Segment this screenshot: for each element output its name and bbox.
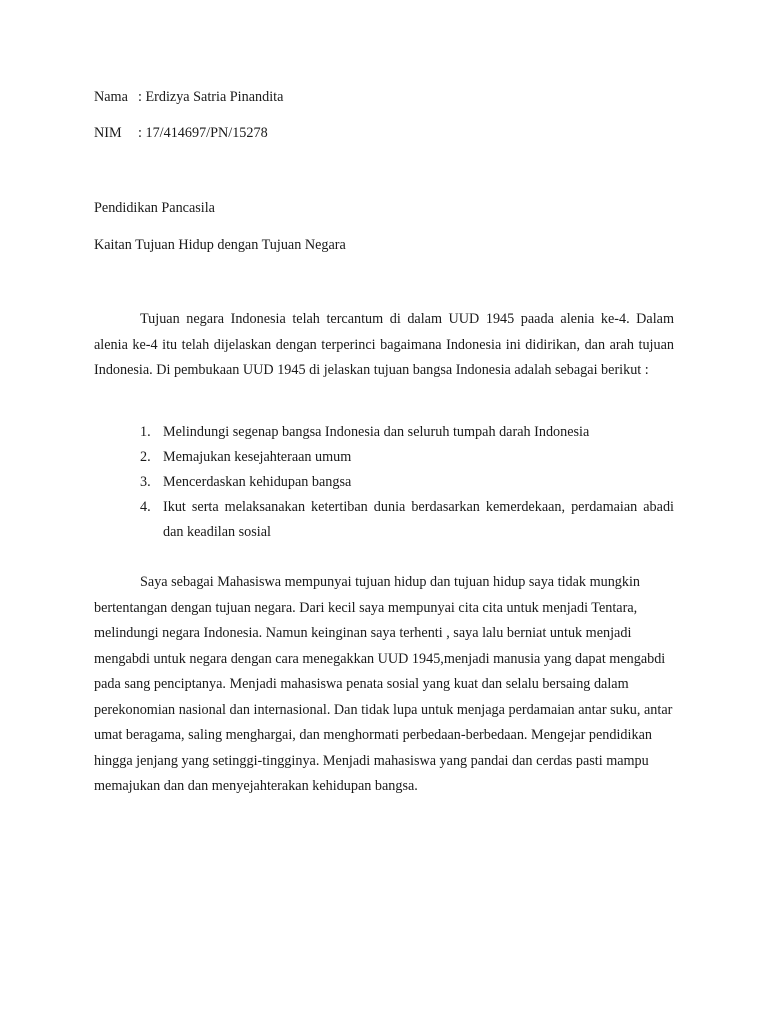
list-item-number: 2. (140, 449, 151, 465)
body-paragraph: Saya sebagai Mahasiswa mempunyai tujuan hidup dan tujuan hidup saya tidak mungkin bertentangan dengan tujuan negara. Dari kecil saya mempunyai cita cita untuk menjadi Tentara, melindungi negara Indonesia. Namun keinginan saya terhenti , saya lalu berniat untuk menjadi mengabdi untuk negara dengan cara menegakkan UUD 1945,menjadi manusia yang dapat mengabdi pada sang penciptanya. Menjadi mahasiswa penata sosial yang kuat dan selalu bersaing dalam perekonomian nasional dan internasional. Dan tidak lupa untuk menjaga perdamaian antar suku, antar umat beragama, saling menghargai, dan menghormati perbedaan-berbedaan. Mengejar pendidikan hingga jenjang yang setinggi-tingginya. Menjadi mahasiswa yang pandai dan cerdas pasti mampu memajukan dan dan menyejahterakan kehidupan bangsa. (94, 574, 673, 794)
list-item (140, 420, 674, 445)
nim-row (94, 124, 268, 142)
name-row (94, 88, 283, 106)
nim-label: NIM (94, 125, 122, 141)
list-item-text: Mencerdaskan kehidupan bangsa (163, 474, 352, 490)
name-label: Nama (94, 89, 128, 105)
list-item (140, 445, 674, 470)
nim-value: : 17/414697/PN/15278 (138, 125, 268, 141)
document-title: Kaitan Tujuan Hidup dengan Tujuan Negara (94, 237, 346, 253)
list-item-number: 4. (140, 499, 151, 515)
list-item (140, 470, 674, 495)
list-item (140, 495, 674, 545)
goals-list (140, 420, 674, 545)
name-value: : Erdizya Satria Pinandita (138, 89, 284, 105)
intro-paragraph: Tujuan negara Indonesia telah tercantum di dalam UUD 1945 paada alenia ke-4. Dalam alenia ke-4 itu telah dijelaskan dengan terperinci bagaimana Indonesia ini didirikan, dan arah tujuan Indonesia. Di pembukaan UUD 1945 di jelaskan tujuan bangsa Indonesia adalah sebagai berikut : (94, 311, 674, 378)
list-item-text: Ikut serta melaksanakan ketertiban dunia berdasarkan kemerdekaan, perdamaian abadi dan keadilan sosial (163, 499, 674, 540)
list-item-number: 1. (140, 424, 151, 440)
list-item-text: Memajukan kesejahteraan umum (163, 449, 352, 465)
list-item-number: 3. (140, 474, 151, 490)
list-item-text: Melindungi segenap bangsa Indonesia dan seluruh tumpah darah Indonesia (163, 424, 590, 440)
course-title: Pendidikan Pancasila (94, 200, 215, 216)
